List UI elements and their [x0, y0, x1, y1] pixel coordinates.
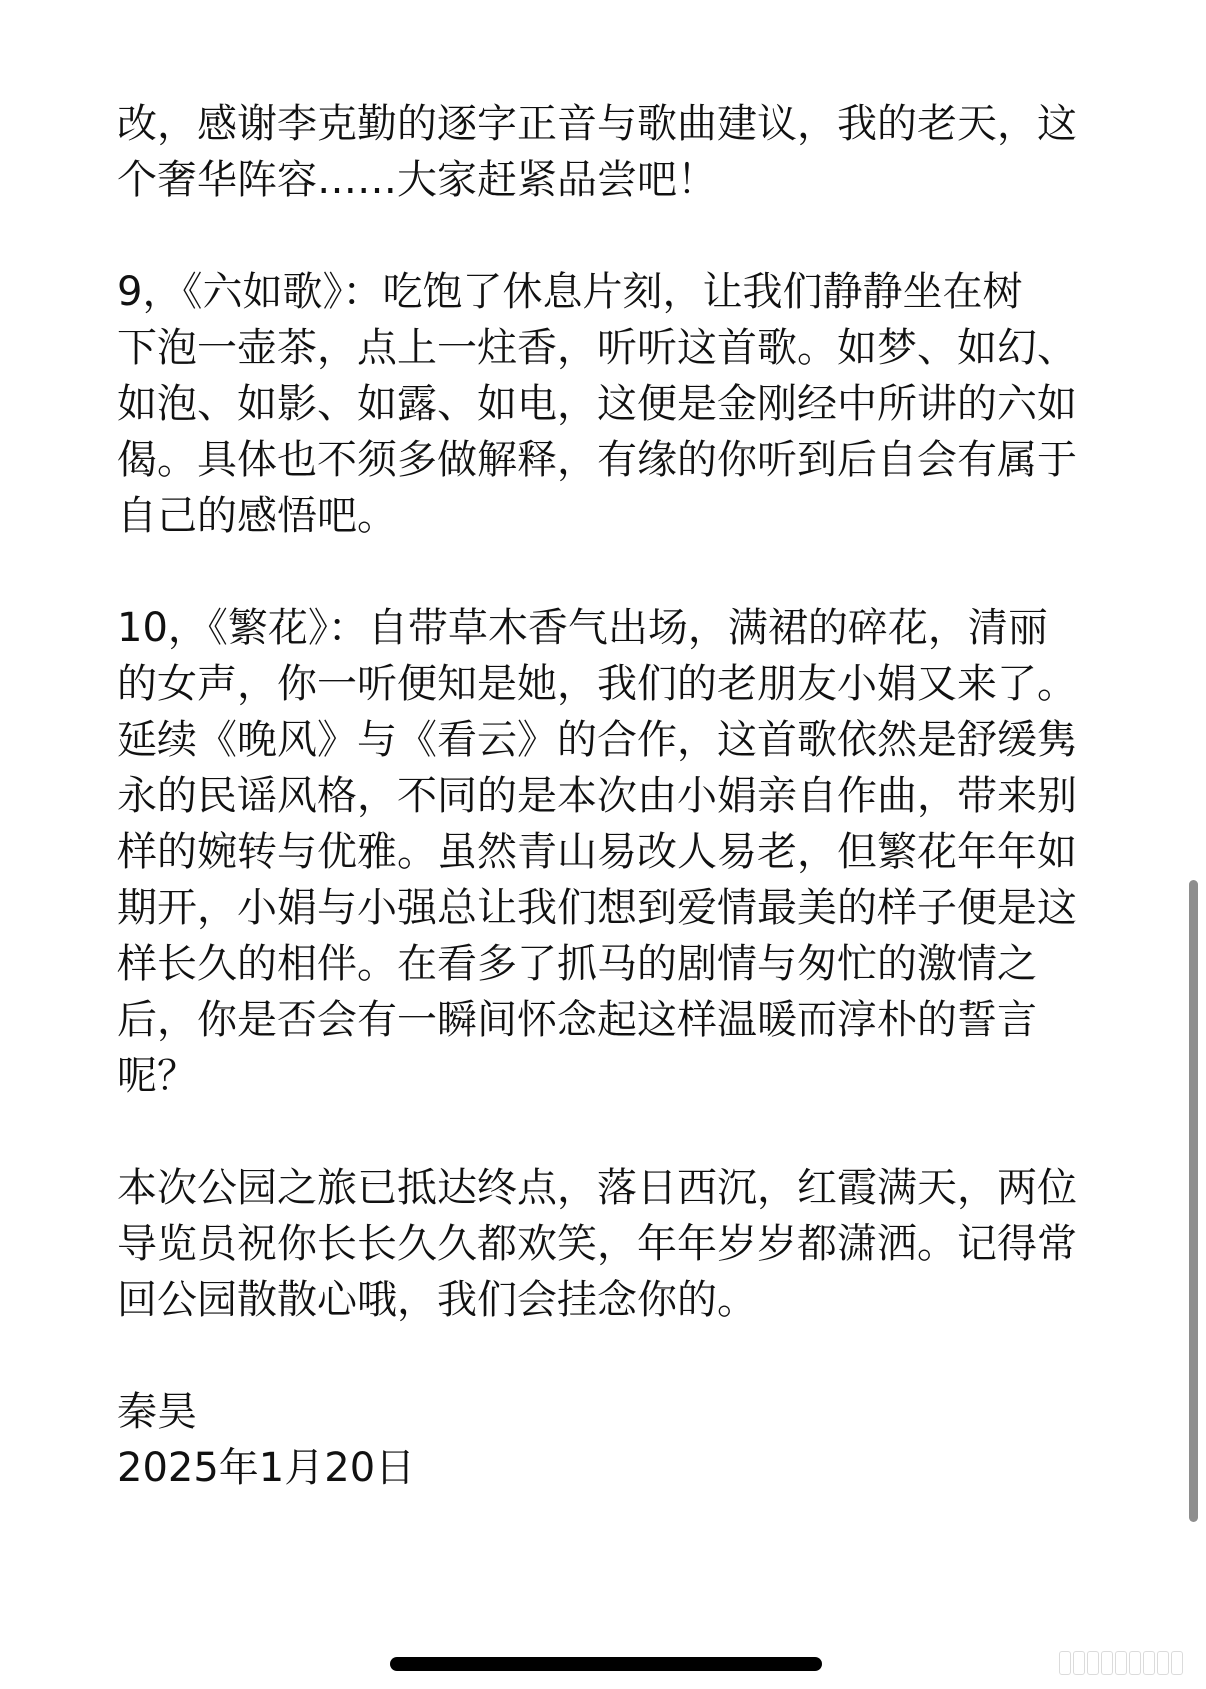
home-indicator[interactable] — [390, 1657, 822, 1671]
vertical-scrollbar[interactable] — [1189, 880, 1198, 1522]
paragraph-song-10: 10，《繁花》：自带草木香气出场，满裙的碎花，清丽 的女声，你一听便知是她，我们的老朋友小娟又来了。 延续《晚风》与《看云》的合作，这首歌依然是舒缓隽 永的民谣风格，不同的是本次由小娟亲自作曲，带来别 样的婉转与优雅。虽然青山易改人易老，但繁花年年如 期开，小娟与小强总让我们想到爱情最美的样子便是这 样长久的相伴。在看多了抓马的剧情与匆忙的激情之 后，你是否会有一瞬间怀念起这样温暖而淳朴的誓言 呢？ — [117, 605, 1077, 1099]
signature-date: 2025年1月20日 — [117, 1445, 416, 1491]
article-body — [117, 96, 1101, 1496]
signature-name: 秦昊 — [117, 1389, 197, 1435]
watermark-logo — [1059, 1648, 1199, 1678]
paragraph-closing: 本次公园之旅已抵达终点，落日西沉，红霞满天，两位 导览员祝你长长久久都欢笑，年年岁岁都潇洒。记得常 回公园散散心哦，我们会挂念你的。 — [117, 1165, 1077, 1323]
paragraph-intro-continuation: 改，感谢李克勤的逐字正音与歌曲建议，我的老天，这 个奢华阵容……大家赶紧品尝吧！ — [117, 101, 1077, 203]
paragraph-song-9: 9，《六如歌》：吃饱了休息片刻，让我们静静坐在树 下泡一壶茶，点上一炷香，听听这首歌。如梦、如幻、 如泡、如影、如露、如电，这便是金刚经中所讲的六如 偈。具体也不须多做解释，有缘的你听到后自会有属于 自己的感悟吧。 — [117, 269, 1077, 539]
